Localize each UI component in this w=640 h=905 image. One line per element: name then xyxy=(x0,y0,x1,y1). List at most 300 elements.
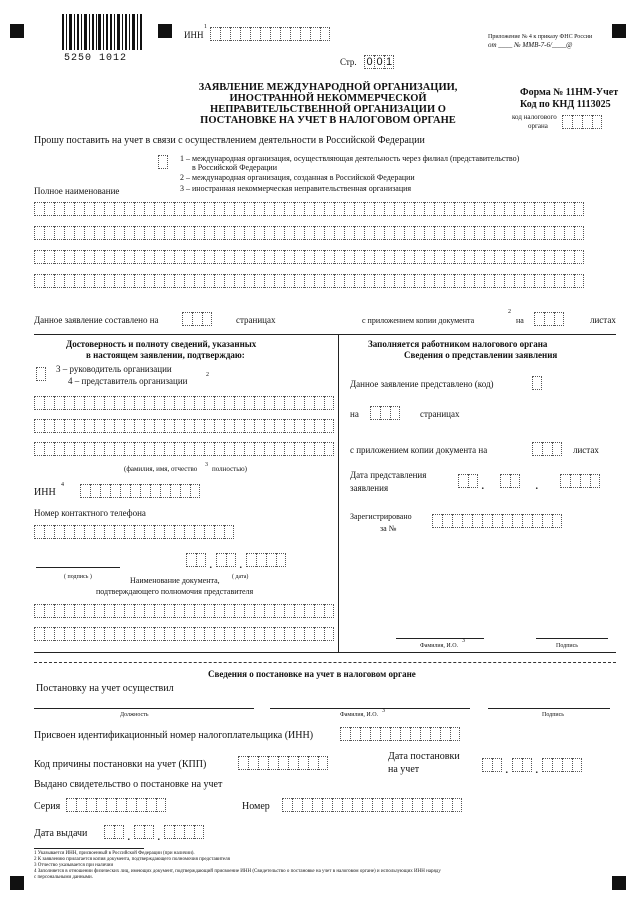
entry-cell[interactable] xyxy=(404,274,414,288)
entry-cell[interactable] xyxy=(504,274,514,288)
entry-cell[interactable] xyxy=(484,226,494,240)
entry-cell[interactable] xyxy=(74,202,84,216)
entry-cell[interactable] xyxy=(34,250,44,264)
entry-cell[interactable] xyxy=(124,250,134,264)
entry-cell[interactable] xyxy=(34,419,44,433)
entry-cell[interactable] xyxy=(524,274,534,288)
entry-cell[interactable] xyxy=(174,825,184,839)
entry-cell[interactable] xyxy=(324,396,334,410)
entry-cell[interactable] xyxy=(164,604,174,618)
entry-cell[interactable] xyxy=(484,250,494,264)
entry-cell[interactable] xyxy=(34,202,44,216)
entry-cell[interactable] xyxy=(76,798,86,812)
entry-cell[interactable] xyxy=(124,396,134,410)
entry-cell[interactable] xyxy=(204,250,214,264)
entry-cell[interactable] xyxy=(454,274,464,288)
entry-cell[interactable] xyxy=(214,226,224,240)
entry-cell[interactable] xyxy=(124,274,134,288)
entry-cell[interactable] xyxy=(444,274,454,288)
entry-cell[interactable] xyxy=(434,202,444,216)
entry-cell[interactable] xyxy=(502,514,512,528)
entry-cell[interactable] xyxy=(514,274,524,288)
entry-cell[interactable] xyxy=(334,274,344,288)
entry-cell[interactable] xyxy=(562,115,572,129)
entry-cell[interactable] xyxy=(430,727,440,741)
entry-cell[interactable] xyxy=(256,553,266,567)
entry-cell[interactable] xyxy=(80,484,90,498)
entry-cell[interactable] xyxy=(180,484,190,498)
entry-cell[interactable] xyxy=(44,525,54,539)
entry-cell[interactable] xyxy=(354,202,364,216)
entry-cell[interactable] xyxy=(494,202,504,216)
entry-cell[interactable] xyxy=(184,604,194,618)
entry-cell[interactable] xyxy=(190,484,200,498)
entry-cell[interactable] xyxy=(174,419,184,433)
entry-cell[interactable] xyxy=(244,202,254,216)
entry-cell[interactable] xyxy=(444,226,454,240)
entry-cell[interactable] xyxy=(544,312,554,326)
entry-cell[interactable] xyxy=(90,484,100,498)
entry-cell[interactable] xyxy=(334,226,344,240)
entry-cell[interactable] xyxy=(244,274,254,288)
entry-cell[interactable] xyxy=(504,226,514,240)
entry-cell[interactable] xyxy=(254,202,264,216)
entry-cell[interactable] xyxy=(214,396,224,410)
entry-cell[interactable] xyxy=(104,627,114,641)
entry-cell[interactable] xyxy=(274,274,284,288)
entry-cell[interactable] xyxy=(512,758,522,772)
entry-cell[interactable] xyxy=(254,419,264,433)
entry-cell[interactable] xyxy=(134,627,144,641)
entry-cell[interactable] xyxy=(562,758,572,772)
entry-cell[interactable] xyxy=(264,250,274,264)
entry-cell[interactable] xyxy=(344,202,354,216)
entry-cell[interactable] xyxy=(154,525,164,539)
entry-cell[interactable] xyxy=(144,419,154,433)
entry-cell[interactable] xyxy=(184,825,194,839)
entry-cell[interactable] xyxy=(234,202,244,216)
entry-cell[interactable] xyxy=(144,274,154,288)
entry-cell[interactable] xyxy=(214,250,224,264)
entry-cell[interactable] xyxy=(234,627,244,641)
entry-cell[interactable] xyxy=(220,27,230,41)
entry-cell[interactable] xyxy=(370,727,380,741)
entry-cell[interactable] xyxy=(510,474,520,488)
entry-cell[interactable] xyxy=(54,396,64,410)
entry-cell[interactable] xyxy=(324,226,334,240)
entry-cell[interactable] xyxy=(224,442,234,456)
entry-cell[interactable] xyxy=(224,202,234,216)
entry-cell[interactable] xyxy=(444,250,454,264)
entry-cell[interactable] xyxy=(194,442,204,456)
entry-cell[interactable] xyxy=(492,758,502,772)
entry-cell[interactable] xyxy=(394,226,404,240)
entry-cell[interactable] xyxy=(248,756,258,770)
entry-cell[interactable] xyxy=(234,226,244,240)
entry-cell[interactable] xyxy=(574,250,584,264)
full-name-row[interactable] xyxy=(34,226,584,240)
entry-cell[interactable] xyxy=(94,396,104,410)
sign-date-month[interactable] xyxy=(216,553,236,567)
entry-cell[interactable] xyxy=(204,396,214,410)
entry-cell[interactable] xyxy=(154,442,164,456)
entry-cell[interactable] xyxy=(104,274,114,288)
issue-date-day[interactable] xyxy=(104,825,124,839)
entry-cell[interactable] xyxy=(574,226,584,240)
entry-cell[interactable] xyxy=(264,442,274,456)
entry-cell[interactable] xyxy=(444,202,454,216)
entry-cell[interactable] xyxy=(294,250,304,264)
entry-cell[interactable] xyxy=(104,226,114,240)
entry-cell[interactable] xyxy=(184,226,194,240)
entry-cell[interactable] xyxy=(184,202,194,216)
entry-cell[interactable] xyxy=(564,226,574,240)
entry-cell[interactable] xyxy=(244,226,254,240)
entry-cell[interactable] xyxy=(314,627,324,641)
entry-cell[interactable] xyxy=(294,442,304,456)
entry-cell[interactable] xyxy=(294,419,304,433)
entry-cell[interactable] xyxy=(280,27,290,41)
entry-cell[interactable] xyxy=(134,274,144,288)
entry-cell[interactable] xyxy=(64,525,74,539)
entry-cell[interactable] xyxy=(440,727,450,741)
entry-cell[interactable] xyxy=(304,250,314,264)
entry-cell[interactable] xyxy=(264,202,274,216)
entry-cell[interactable] xyxy=(442,798,452,812)
kpp-cells[interactable] xyxy=(238,756,328,770)
entry-cell[interactable] xyxy=(274,627,284,641)
entry-cell[interactable] xyxy=(64,442,74,456)
right-copies-cells[interactable] xyxy=(532,442,562,456)
entry-cell[interactable] xyxy=(304,396,314,410)
registered-number-cells[interactable] xyxy=(432,514,562,528)
entry-cell[interactable] xyxy=(234,250,244,264)
entry-cell[interactable] xyxy=(94,442,104,456)
entry-cell[interactable] xyxy=(64,419,74,433)
entry-cell[interactable] xyxy=(314,442,324,456)
entry-cell[interactable] xyxy=(64,396,74,410)
entry-cell[interactable] xyxy=(174,226,184,240)
entry-cell[interactable] xyxy=(314,604,324,618)
entry-cell[interactable] xyxy=(564,202,574,216)
entry-cell[interactable] xyxy=(158,155,168,169)
entry-cell[interactable] xyxy=(454,226,464,240)
sign-date-year[interactable] xyxy=(246,553,286,567)
entry-cell[interactable] xyxy=(74,442,84,456)
entry-cell[interactable] xyxy=(324,250,334,264)
entry-cell[interactable] xyxy=(532,376,542,390)
entry-cell[interactable] xyxy=(146,798,156,812)
entry-cell[interactable] xyxy=(254,442,264,456)
entry-cell[interactable] xyxy=(204,442,214,456)
entry-cell[interactable] xyxy=(542,442,552,456)
entry-cell[interactable] xyxy=(74,525,84,539)
entry-cell[interactable] xyxy=(320,27,330,41)
entry-cell[interactable] xyxy=(164,825,174,839)
entry-cell[interactable] xyxy=(484,202,494,216)
entry-cell[interactable] xyxy=(284,627,294,641)
entry-cell[interactable] xyxy=(432,514,442,528)
entry-cell[interactable] xyxy=(374,274,384,288)
entry-cell[interactable] xyxy=(374,226,384,240)
entry-cell[interactable] xyxy=(270,27,280,41)
entry-cell[interactable] xyxy=(64,250,74,264)
entry-cell[interactable] xyxy=(354,274,364,288)
entry-cell[interactable] xyxy=(114,396,124,410)
entry-cell[interactable] xyxy=(458,474,468,488)
entry-cell[interactable] xyxy=(324,627,334,641)
entry-cell[interactable] xyxy=(204,419,214,433)
entry-cell[interactable] xyxy=(160,484,170,498)
entry-cell[interactable] xyxy=(412,798,422,812)
certificate-number-cells[interactable] xyxy=(282,798,462,812)
entry-cell[interactable] xyxy=(284,250,294,264)
entry-cell[interactable] xyxy=(114,274,124,288)
entry-cell[interactable] xyxy=(394,202,404,216)
entry-cell[interactable] xyxy=(284,274,294,288)
entry-cell[interactable] xyxy=(544,274,554,288)
entry-cell[interactable] xyxy=(532,442,542,456)
entry-cell[interactable] xyxy=(384,226,394,240)
entry-cell[interactable] xyxy=(314,202,324,216)
entry-cell[interactable] xyxy=(144,202,154,216)
entry-cell[interactable] xyxy=(224,274,234,288)
page-number-cells[interactable] xyxy=(364,55,394,69)
entry-cell[interactable] xyxy=(434,274,444,288)
entry-cell[interactable] xyxy=(246,553,256,567)
entry-cell[interactable] xyxy=(394,250,404,264)
entry-cell[interactable] xyxy=(492,514,502,528)
entry-cell[interactable] xyxy=(432,798,442,812)
entry-cell[interactable] xyxy=(524,202,534,216)
entry-cell[interactable] xyxy=(260,27,270,41)
entry-cell[interactable] xyxy=(64,604,74,618)
entry-cell[interactable] xyxy=(96,798,106,812)
entry-cell[interactable] xyxy=(104,202,114,216)
entry-cell[interactable] xyxy=(264,226,274,240)
reg-date-year[interactable] xyxy=(542,758,582,772)
entry-cell[interactable] xyxy=(304,419,314,433)
entry-cell[interactable] xyxy=(154,396,164,410)
entry-cell[interactable] xyxy=(302,798,312,812)
entry-cell[interactable] xyxy=(104,419,114,433)
entry-cell[interactable] xyxy=(392,798,402,812)
entry-cell[interactable] xyxy=(204,226,214,240)
entry-cell[interactable] xyxy=(104,442,114,456)
entry-cell[interactable] xyxy=(298,756,308,770)
entry-cell[interactable] xyxy=(44,442,54,456)
entry-cell[interactable] xyxy=(114,250,124,264)
entry-cell[interactable] xyxy=(308,756,318,770)
entry-cell[interactable] xyxy=(534,250,544,264)
entry-cell[interactable] xyxy=(214,274,224,288)
entry-cell[interactable] xyxy=(244,627,254,641)
entry-cell[interactable] xyxy=(234,396,244,410)
entry-cell[interactable] xyxy=(474,274,484,288)
entry-cell[interactable] xyxy=(74,419,84,433)
entry-cell[interactable] xyxy=(404,202,414,216)
entry-cell[interactable] xyxy=(324,274,334,288)
entry-cell[interactable] xyxy=(124,202,134,216)
entry-cell[interactable] xyxy=(144,226,154,240)
entry-cell[interactable] xyxy=(144,250,154,264)
entry-cell[interactable] xyxy=(74,604,84,618)
entry-cell[interactable] xyxy=(554,250,564,264)
entry-cell[interactable] xyxy=(134,202,144,216)
entry-cell[interactable] xyxy=(174,202,184,216)
entry-cell[interactable] xyxy=(94,627,104,641)
entry-cell[interactable] xyxy=(134,226,144,240)
entry-cell[interactable] xyxy=(194,202,204,216)
entry-cell[interactable] xyxy=(204,202,214,216)
entry-cell[interactable] xyxy=(44,604,54,618)
entry-cell[interactable] xyxy=(64,274,74,288)
entry-cell[interactable] xyxy=(192,312,202,326)
entry-cell[interactable] xyxy=(214,525,224,539)
entry-cell[interactable] xyxy=(120,484,130,498)
entry-cell[interactable] xyxy=(364,250,374,264)
entry-cell[interactable] xyxy=(84,250,94,264)
entry-cell[interactable] xyxy=(184,274,194,288)
entry-cell[interactable] xyxy=(300,27,310,41)
entry-cell[interactable] xyxy=(86,798,96,812)
entry-cell[interactable] xyxy=(284,226,294,240)
entry-cell[interactable] xyxy=(424,226,434,240)
entry-cell[interactable] xyxy=(124,442,134,456)
entry-cell[interactable] xyxy=(154,250,164,264)
org-type-cell[interactable] xyxy=(158,155,168,169)
header-inn-cells[interactable] xyxy=(210,27,330,41)
entry-cell[interactable] xyxy=(224,525,234,539)
entry-cell[interactable] xyxy=(84,604,94,618)
entry-cell[interactable] xyxy=(304,442,314,456)
entry-cell[interactable] xyxy=(214,202,224,216)
entry-cell[interactable] xyxy=(114,627,124,641)
entry-cell[interactable] xyxy=(34,226,44,240)
entry-cell[interactable] xyxy=(274,604,284,618)
entry-cell[interactable] xyxy=(494,226,504,240)
issue-date-month[interactable] xyxy=(134,825,154,839)
entry-cell[interactable] xyxy=(254,274,264,288)
entry-cell[interactable] xyxy=(244,419,254,433)
entry-cell[interactable] xyxy=(452,798,462,812)
entry-cell[interactable] xyxy=(390,406,400,420)
entry-cell[interactable] xyxy=(380,727,390,741)
entry-cell[interactable] xyxy=(264,627,274,641)
entry-cell[interactable] xyxy=(106,798,116,812)
entry-cell[interactable] xyxy=(216,553,226,567)
entry-cell[interactable] xyxy=(194,525,204,539)
entry-cell[interactable] xyxy=(84,627,94,641)
entry-cell[interactable] xyxy=(390,727,400,741)
entry-cell[interactable] xyxy=(244,250,254,264)
entry-cell[interactable] xyxy=(164,396,174,410)
entry-cell[interactable] xyxy=(424,202,434,216)
entry-cell[interactable] xyxy=(532,514,542,528)
entry-cell[interactable] xyxy=(314,226,324,240)
entry-cell[interactable] xyxy=(454,202,464,216)
entry-cell[interactable] xyxy=(114,226,124,240)
entry-cell[interactable] xyxy=(362,798,372,812)
entry-cell[interactable] xyxy=(464,202,474,216)
reg-date-month[interactable] xyxy=(512,758,532,772)
entry-cell[interactable] xyxy=(482,514,492,528)
entry-cell[interactable] xyxy=(104,604,114,618)
entry-cell[interactable] xyxy=(240,27,250,41)
entry-cell[interactable] xyxy=(304,202,314,216)
entry-cell[interactable] xyxy=(134,604,144,618)
entry-cell[interactable] xyxy=(354,250,364,264)
entry-cell[interactable] xyxy=(54,627,64,641)
fio-row[interactable] xyxy=(34,396,334,410)
entry-cell[interactable] xyxy=(182,312,192,326)
entry-cell[interactable] xyxy=(184,627,194,641)
entry-cell[interactable] xyxy=(514,250,524,264)
entry-cell[interactable] xyxy=(370,406,380,420)
entry-cell[interactable] xyxy=(264,396,274,410)
entry-cell[interactable] xyxy=(322,798,332,812)
entry-cell[interactable] xyxy=(164,250,174,264)
entry-cell[interactable] xyxy=(494,274,504,288)
entry-cell[interactable] xyxy=(324,419,334,433)
entry-cell[interactable] xyxy=(514,226,524,240)
entry-cell[interactable] xyxy=(572,758,582,772)
entry-cell[interactable] xyxy=(214,442,224,456)
entry-cell[interactable] xyxy=(154,226,164,240)
entry-cell[interactable] xyxy=(564,250,574,264)
right-pages-cells[interactable] xyxy=(370,406,400,420)
entry-cell[interactable] xyxy=(202,312,212,326)
full-name-row[interactable] xyxy=(34,274,584,288)
entry-cell[interactable] xyxy=(136,798,146,812)
entry-cell[interactable] xyxy=(304,226,314,240)
entry-cell[interactable] xyxy=(564,274,574,288)
entry-cell[interactable] xyxy=(74,250,84,264)
entry-cell[interactable] xyxy=(44,250,54,264)
entry-cell[interactable] xyxy=(224,627,234,641)
entry-cell[interactable] xyxy=(554,312,564,326)
entry-cell[interactable] xyxy=(94,226,104,240)
entry-cell[interactable] xyxy=(334,250,344,264)
entry-cell[interactable] xyxy=(414,274,424,288)
entry-cell[interactable] xyxy=(314,250,324,264)
entry-cell[interactable] xyxy=(258,756,268,770)
entry-cell[interactable] xyxy=(164,525,174,539)
entry-cell[interactable] xyxy=(254,627,264,641)
entry-cell[interactable] xyxy=(134,396,144,410)
entry-cell[interactable] xyxy=(454,250,464,264)
entry-cell[interactable] xyxy=(204,604,214,618)
entry-cell[interactable] xyxy=(54,604,64,618)
entry-cell[interactable] xyxy=(104,825,114,839)
entry-cell[interactable] xyxy=(134,250,144,264)
entry-cell[interactable] xyxy=(44,226,54,240)
entry-cell[interactable] xyxy=(464,274,474,288)
entry-cell[interactable] xyxy=(404,250,414,264)
entry-cell[interactable] xyxy=(54,274,64,288)
entry-cell[interactable] xyxy=(44,419,54,433)
entry-cell[interactable] xyxy=(84,525,94,539)
entry-cell[interactable] xyxy=(84,442,94,456)
entry-cell[interactable] xyxy=(226,553,236,567)
right-date-day[interactable] xyxy=(458,474,478,488)
entry-cell[interactable] xyxy=(254,604,264,618)
entry-cell[interactable] xyxy=(464,250,474,264)
full-name-row[interactable] xyxy=(34,202,584,216)
signer-type-cell[interactable] xyxy=(36,367,46,381)
entry-cell[interactable] xyxy=(542,514,552,528)
entry-cell[interactable] xyxy=(350,727,360,741)
